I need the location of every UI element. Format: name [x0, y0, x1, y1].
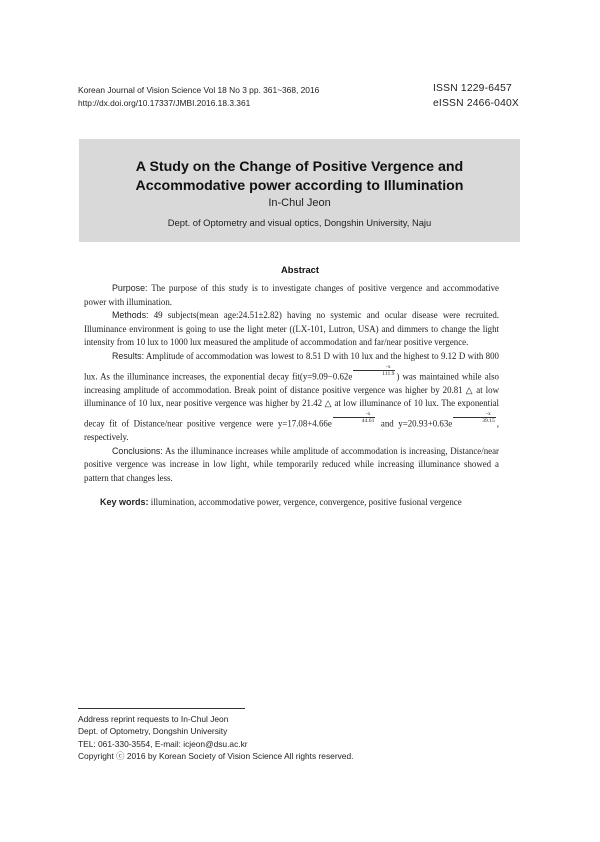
results-text-2: ) was maintained while also increasing amplitude of accommodation. Break point of distance positive vergence was higher by 20.81 △ at low illuminance of 10 lux, near positive vergence was higher by 21.42 △ at low illuminance of 10 lux. The exponential decay fit of Distance/near positive vergence were y=17.08+4.66e — [84, 371, 499, 429]
footnote-reprint: Address reprint requests to In-Chul Jeon — [78, 714, 229, 724]
abstract-results — [84, 350, 499, 445]
exponent-3-denominator: 39.15 — [453, 417, 496, 425]
keywords-label: Key words: — [100, 497, 149, 507]
methods-text: 49 subjects(mean age:24.51±2.82) having no systemic and ocular disease were recruited. Illuminance environment is going to use the light meter ((LX-101, Lutron, USA) and dimmers to change the light intensity from 10 lux to 1000 lux measured the amplitude of accommodation and far/near positive vergence. — [84, 310, 499, 348]
methods-label: Methods: — [112, 310, 149, 321]
purpose-label: Purpose: — [112, 283, 148, 293]
issn: ISSN 1229-6457 — [433, 83, 512, 94]
exponent-3-numerator: -x — [486, 410, 491, 417]
paper-title — [79, 139, 520, 196]
issn-block — [433, 82, 519, 111]
conclusions-label: Conclusions: — [112, 445, 163, 456]
exponent-2-numerator: -x — [365, 410, 371, 417]
exponent-fraction-2 — [333, 411, 376, 425]
exponent-fraction-3 — [453, 411, 496, 425]
journal-header — [78, 84, 319, 109]
purpose-text: The purpose of this study is to investigate changes of positive vergence and accommodative power with illumination. — [84, 283, 499, 307]
abstract-body — [84, 282, 499, 485]
results-label: Results: — [112, 350, 145, 361]
results-text-3: and y=20.93+0.63e — [376, 418, 453, 429]
footnote-copyright: Copyright ⓒ 2016 by Korean Society of Vision Science All rights reserved. — [78, 751, 354, 762]
results-text-4: , respectively. — [84, 418, 500, 442]
correspondence-footnote — [78, 708, 353, 763]
exponent-1-denominator: 111.9 — [353, 370, 395, 378]
abstract-methods — [84, 309, 499, 350]
exponent-1-numerator: -x — [386, 363, 391, 370]
abstract-heading: Abstract — [280, 264, 320, 275]
author-name: In-Chul Jeon — [268, 197, 331, 209]
journal-citation: Korean Journal of Vision Science Vol 18 No 3 pp. 361~368, 2016 — [78, 85, 320, 95]
footnote-department: Dept. of Optometry, Dongshin University — [78, 726, 228, 737]
abstract-purpose — [84, 282, 499, 309]
keywords-text: illumination, accommodative power, vergence, convergence, positive fusional vergence — [148, 497, 462, 507]
title-box — [79, 139, 520, 242]
footnote-contact: TEL: 061-330-3554, E-mail: icjeon@dsu.ac.kr — [78, 738, 248, 749]
exponent-2-denominator: 44.61 — [333, 417, 376, 425]
footnote-divider — [78, 708, 245, 709]
conclusions-text: As the illuminance increases while amplitude of accommodation is increasing, Distance/near positive vergence was increase in low light, while temporarily reduced while increasing illuminance showed a pattern that changes less. — [84, 445, 499, 483]
keywords-line — [100, 497, 462, 507]
results-text-1: Amplitude of accommodation was lowest to 8.51 D with 10 lux and the highest to 9.12 D with 800 lux. As the illuminance increases, the exponential decay fit(y=9.09−0.62e — [84, 350, 499, 382]
abstract-conclusions — [84, 445, 499, 486]
title-line-2: Accommodative power according to Illumination — [135, 178, 464, 194]
eissn: eISSN 2466-040X — [433, 97, 520, 109]
title-line-1: A Study on the Change of Positive Vergence and — [135, 159, 464, 175]
exponent-fraction-1 — [353, 364, 395, 378]
doi-link[interactable]: http://dx.doi.org/10.17337/JMBI.2016.18.3.361 — [78, 97, 251, 108]
author-affiliation: Dept. of Optometry and visual optics, Dongshin University, Naju — [167, 217, 432, 228]
